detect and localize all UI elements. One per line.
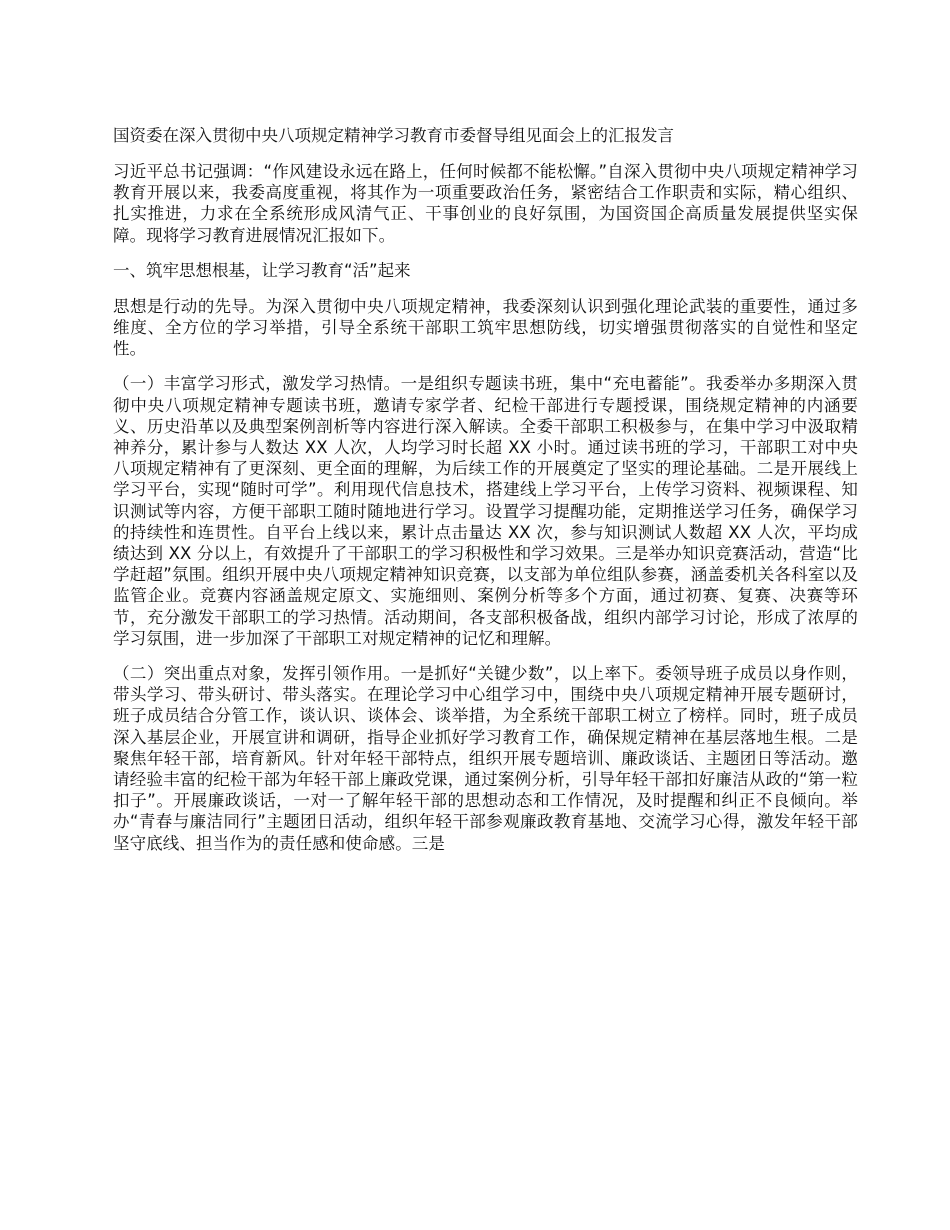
- section1-intro-paragraph: 思想是行动的先导。为深入贯彻中央八项规定精神，我委深刻认识到强化理论武装的重要性，通过多维度、全方位的学习举措，引导全系统干部职工筑牢思想防线，切实增强贯彻落实的自觉性和坚定性。: [113, 296, 858, 359]
- document-page: [113, 125, 858, 868]
- section1-part2-paragraph: （二）突出重点对象，发挥引领作用。一是抓好“关键少数”，以上率下。委领导班子成员以身作则，带头学习、带头研讨、带头落实。在理论学习中心组学习中，围绕中央八项规定精神开展专题研讨，班子成员结合分管工作，谈认识、谈体会、谈举措，为全系统干部职工树立了榜样。同时，班子成员深入基层企业，开展宣讲和调研，指导企业抓好学习教育工作，确保规定精神在基层落地生根。二是聚焦年轻干部，培育新风。针对年轻干部特点，组织开展专题培训、廉政谈话、主题团日等活动。邀请经验丰富的纪检干部为年轻干部上廉政党课，通过案例分析，引导年轻干部扣好廉洁从政的“第一粒扣子”。开展廉政谈话，一对一了解年轻干部的思想动态和工作情况，及时提醒和纠正不良倾向。举办“青春与廉洁同行”主题团日活动，组织年轻干部参观廉政教育基地、交流学习心得，激发年轻干部坚守底线、担当作为的责任感和使命感。三是: [113, 664, 858, 853]
- section1-part1-paragraph: （一）丰富学习形式，激发学习热情。一是组织专题读书班，集中“充电蓄能”。我委举办多期深入贯彻中央八项规定精神专题读书班，邀请专家学者、纪检干部进行专题授课，围绕规定精神的内涵要义、历史沿革以及典型案例剖析等内容进行深入解读。全委干部职工积极参与，在集中学习中汲取精神养分，累计参与人数达 XX 人次，人均学习时长超 XX 小时。通过读书班的学习，干部职工对中央八项规定精神有了更深刻、更全面的理解，为后续工作的开展奠定了坚实的理论基础。二是开展线上学习平台，实现“随时可学”。利用现代信息技术，搭建线上学习平台，上传学习资料、视频课程、知识测试等内容，方便干部职工随时随地进行学习。设置学习提醒功能，定期推送学习任务，确保学习的持续性和连贯性。自平台上线以来，累计点击量达 XX 次，参与知识测试人数超 XX 人次，平均成绩达到 XX 分以上，有效提升了干部职工的学习积极性和学习效果。三是举办知识竞赛活动，营造“比学赶超”氛围。组织开展中央八项规定精神知识竞赛，以支部为单位组队参赛，涵盖委机关各科室以及监管企业。竞赛内容涵盖规定原文、实施细则、案例分析等多个方面，通过初赛、复赛、决赛等环节，充分激发干部职工的学习热情。活动期间，各支部积极备战，组织内部学习讨论，形成了浓厚的学习氛围，进一步加深了干部职工对规定精神的记忆和理解。: [113, 374, 858, 648]
- section-heading-1: 一、筑牢思想根基，让学习教育“活”起来: [113, 260, 411, 280]
- document-title: 国资委在深入贯彻中央八项规定精神学习教育市委督导组见面会上的汇报发言: [113, 126, 674, 145]
- intro-paragraph: 习近平总书记强调：“作风建设永远在路上，任何时候都不能松懈。”自深入贯彻中央八项规定精神学习教育开展以来，我委高度重视，将其作为一项重要政治任务，紧密结合工作职责和实际，精心组织、扎实推进，力求在全系统形成风清气正、干事创业的良好氛围，为国资国企高质量发展提供坚实保障。现将学习教育进展情况汇报如下。: [113, 162, 858, 245]
